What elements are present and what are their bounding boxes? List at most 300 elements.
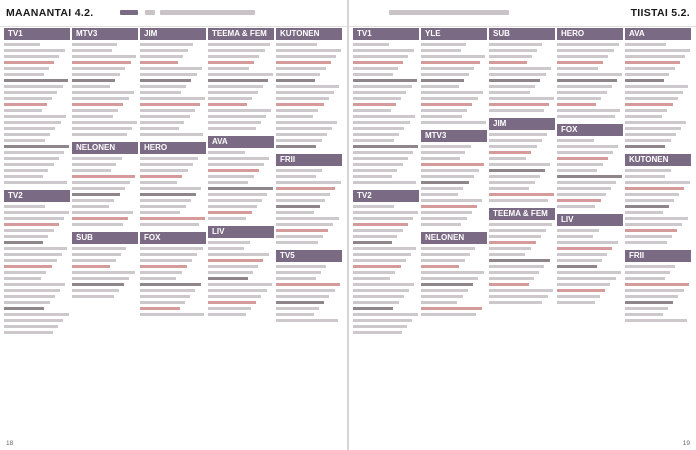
- listing-line: [353, 91, 406, 94]
- listing-line: [276, 229, 328, 232]
- listing-line: [4, 229, 54, 232]
- listing-line: [557, 43, 619, 46]
- channel-header: TV1: [353, 28, 419, 40]
- listing-line: [625, 55, 685, 58]
- listing-line: [421, 79, 464, 82]
- listing-line: [489, 283, 529, 286]
- listing-line: [557, 301, 595, 304]
- listing-line: [625, 91, 683, 94]
- listing-line: [276, 313, 314, 316]
- listing-line: [557, 295, 600, 298]
- channel-header: JIM: [489, 118, 555, 130]
- listing-line: [72, 193, 120, 196]
- listing-line: [557, 157, 608, 160]
- listing-line: [140, 211, 180, 214]
- listing-line: [353, 229, 403, 232]
- listing-line: [557, 265, 597, 268]
- listing-line: [353, 97, 401, 100]
- listing-line: [625, 115, 662, 118]
- day-title: MAANANTAI 4.2.: [6, 7, 94, 19]
- listing-line: [276, 319, 338, 322]
- listing-line: [276, 103, 324, 106]
- listing-line: [557, 199, 601, 202]
- listing-line: [208, 271, 253, 274]
- listing-line: [557, 49, 614, 52]
- listing-line: [489, 247, 531, 250]
- listing-line: [276, 73, 320, 76]
- listing-line: [72, 253, 121, 256]
- listing-line: [353, 49, 414, 52]
- listing-line: [625, 271, 670, 274]
- listing-line: [421, 103, 472, 106]
- listing-line: [625, 277, 665, 280]
- listing-line: [140, 283, 201, 286]
- listing-line: [489, 223, 552, 226]
- listing-line: [489, 187, 529, 190]
- listing-line: [4, 211, 69, 214]
- channel-header: FOX: [140, 232, 206, 244]
- page-tuesday: [349, 0, 696, 450]
- channel-block: [353, 190, 419, 334]
- listing-line: [276, 307, 319, 310]
- header-mark: [120, 10, 138, 15]
- listing-line: [421, 49, 461, 52]
- listing-line: [557, 145, 618, 148]
- channel-header: TEEMA & FEM: [208, 28, 274, 40]
- listing-line: [557, 151, 613, 154]
- listing-line: [353, 331, 402, 334]
- listing-line: [625, 295, 678, 298]
- listing-line: [557, 289, 605, 292]
- listing-line: [489, 103, 549, 106]
- listing-column: [353, 28, 419, 438]
- listing-line: [208, 55, 259, 58]
- listing-line: [625, 127, 681, 130]
- listing-line: [421, 193, 458, 196]
- listing-line: [140, 307, 180, 310]
- listing-line: [421, 211, 472, 214]
- listing-line: [276, 265, 326, 268]
- listing-line: [421, 157, 460, 160]
- channel-header: TV2: [4, 190, 70, 202]
- listing-line: [353, 205, 394, 208]
- listing-line: [208, 163, 264, 166]
- listing-line: [421, 187, 463, 190]
- listing-line: [72, 133, 127, 136]
- listing-line: [421, 247, 475, 250]
- listing-line: [4, 235, 48, 238]
- channel-header: TEEMA & FEM: [489, 208, 555, 220]
- listing-line: [276, 139, 322, 142]
- listing-line: [353, 109, 391, 112]
- listing-line: [208, 115, 266, 118]
- channel-header: JIM: [140, 28, 206, 40]
- channel-block: [353, 28, 419, 184]
- channel-block: [625, 154, 691, 244]
- listing-line: [4, 139, 45, 142]
- listing-line: [208, 109, 271, 112]
- listing-line: [208, 211, 252, 214]
- listing-line: [4, 265, 52, 268]
- listing-line: [140, 265, 187, 268]
- listing-line: [625, 97, 678, 100]
- listing-line: [72, 259, 116, 262]
- listing-line: [421, 91, 483, 94]
- listing-line: [557, 163, 603, 166]
- listing-line: [557, 271, 621, 274]
- listing-line: [557, 85, 612, 88]
- listing-line: [72, 181, 130, 184]
- channel-header: HERO: [557, 28, 623, 40]
- listing-line: [421, 307, 482, 310]
- listing-line: [353, 61, 403, 64]
- listing-line: [276, 121, 337, 124]
- listing-line: [557, 109, 620, 112]
- channel-block: [208, 136, 274, 220]
- listing-line: [489, 97, 554, 100]
- listing-line: [4, 115, 66, 118]
- listing-line: [72, 91, 134, 94]
- channel-header: KUTONEN: [625, 154, 691, 166]
- listing-line: [208, 247, 244, 250]
- listing-line: [489, 91, 530, 94]
- page-header: [349, 0, 696, 27]
- listing-line: [72, 163, 116, 166]
- listing-line: [140, 91, 181, 94]
- listing-line: [489, 199, 548, 202]
- listing-line: [4, 313, 69, 316]
- listing-line: [421, 289, 468, 292]
- listing-line: [72, 277, 129, 280]
- page-header: [0, 0, 347, 27]
- listing-line: [421, 313, 476, 316]
- listing-column: [489, 28, 555, 438]
- listing-column: [72, 28, 138, 438]
- channel-header: TV2: [353, 190, 419, 202]
- listing-line: [557, 91, 607, 94]
- listing-line: [4, 289, 60, 292]
- listing-line: [276, 145, 316, 148]
- channel-block: [276, 250, 342, 322]
- listing-line: [353, 211, 418, 214]
- listing-line: [489, 151, 531, 154]
- listing-line: [140, 313, 204, 316]
- listing-line: [4, 133, 50, 136]
- listing-line: [625, 241, 667, 244]
- listing-line: [421, 295, 463, 298]
- listing-line: [140, 259, 192, 262]
- channel-block: [140, 28, 206, 136]
- listing-line: [208, 295, 261, 298]
- listing-line: [353, 301, 399, 304]
- listing-line: [489, 271, 539, 274]
- listing-line: [353, 217, 413, 220]
- listing-line: [421, 205, 477, 208]
- listing-line: [4, 97, 52, 100]
- listing-line: [140, 103, 200, 106]
- listing-line: [421, 259, 465, 262]
- listing-line: [140, 163, 193, 166]
- listing-line: [208, 127, 256, 130]
- listing-line: [4, 49, 65, 52]
- listing-line: [276, 217, 339, 220]
- listing-line: [4, 253, 62, 256]
- listing-line: [276, 43, 317, 46]
- listing-line: [489, 277, 534, 280]
- listing-line: [557, 181, 616, 184]
- listing-line: [489, 109, 544, 112]
- listing-line: [353, 79, 417, 82]
- listing-line: [625, 193, 679, 196]
- listing-line: [208, 103, 247, 106]
- listing-line: [208, 181, 248, 184]
- listing-line: [72, 85, 110, 88]
- listing-line: [72, 247, 126, 250]
- listing-line: [208, 121, 261, 124]
- channel-header: AVA: [625, 28, 691, 40]
- listing-line: [489, 175, 540, 178]
- listing-line: [625, 283, 689, 286]
- listing-line: [276, 271, 321, 274]
- listing-line: [4, 295, 55, 298]
- listing-line: [276, 133, 327, 136]
- listing-line: [557, 97, 601, 100]
- listing-column: [4, 28, 70, 438]
- listing-line: [4, 163, 54, 166]
- listing-line: [489, 133, 547, 136]
- listing-line: [625, 217, 688, 220]
- listing-line: [140, 247, 203, 250]
- listing-line: [4, 79, 68, 82]
- listing-line: [625, 289, 684, 292]
- channel-block: [489, 208, 555, 304]
- listing-line: [4, 331, 53, 334]
- listing-line: [140, 301, 185, 304]
- listing-line: [421, 97, 478, 100]
- page-monday: [0, 0, 347, 450]
- listing-line: [353, 43, 389, 46]
- listing-line: [72, 97, 129, 100]
- listing-line: [140, 181, 177, 184]
- channel-header: FOX: [557, 124, 623, 136]
- listing-line: [140, 187, 201, 190]
- listing-line: [208, 205, 257, 208]
- listing-line: [625, 223, 682, 226]
- listing-line: [489, 235, 541, 238]
- listing-line: [208, 151, 245, 154]
- listing-line: [489, 67, 551, 70]
- listing-line: [489, 295, 548, 298]
- channel-header: TV1: [4, 28, 70, 40]
- listing-line: [4, 241, 43, 244]
- listing-line: [140, 55, 183, 58]
- listing-line: [557, 235, 593, 238]
- listing-line: [353, 151, 413, 154]
- listing-line: [4, 43, 40, 46]
- listing-line: [421, 85, 459, 88]
- listing-line: [557, 241, 618, 244]
- listing-line: [4, 121, 61, 124]
- listing-line: [276, 193, 330, 196]
- listing-line: [4, 145, 69, 148]
- listing-line: [72, 217, 128, 220]
- listing-line: [276, 235, 323, 238]
- listing-line: [625, 121, 686, 124]
- listing-line: [72, 175, 135, 178]
- listing-line: [489, 139, 542, 142]
- listing-line: [353, 289, 409, 292]
- listing-line: [625, 79, 664, 82]
- channel-header: SUB: [489, 28, 555, 40]
- listing-line: [72, 223, 123, 226]
- listing-line: [489, 85, 535, 88]
- listing-line: [4, 223, 59, 226]
- listing-line: [489, 163, 550, 166]
- listing-line: [208, 91, 258, 94]
- channel-block: [557, 214, 623, 304]
- listing-line: [557, 283, 610, 286]
- listing-line: [140, 97, 205, 100]
- listing-line: [421, 115, 462, 118]
- listing-line: [276, 301, 324, 304]
- channel-header: TV5: [276, 250, 342, 262]
- listing-line: [208, 307, 251, 310]
- listing-line: [353, 307, 393, 310]
- listing-line: [4, 325, 58, 328]
- listing-line: [353, 175, 392, 178]
- listing-line: [625, 61, 680, 64]
- listing-line: [140, 223, 199, 226]
- listing-line: [489, 157, 526, 160]
- listing-line: [72, 265, 110, 268]
- listing-line: [4, 151, 64, 154]
- listing-line: [208, 283, 272, 286]
- listing-line: [353, 313, 418, 316]
- listing-line: [421, 223, 461, 226]
- listing-line: [276, 127, 332, 130]
- listing-line: [276, 211, 314, 214]
- listing-line: [72, 43, 117, 46]
- listing-line: [4, 283, 65, 286]
- listing-line: [276, 175, 316, 178]
- listing-line: [208, 199, 262, 202]
- listing-line: [208, 175, 254, 178]
- listing-line: [557, 55, 608, 58]
- listing-line: [557, 259, 602, 262]
- listing-line: [557, 67, 598, 70]
- listing-line: [353, 259, 406, 262]
- listing-line: [557, 139, 594, 142]
- listing-line: [4, 247, 67, 250]
- listing-line: [353, 277, 390, 280]
- listing-line: [72, 169, 111, 172]
- listing-line: [489, 265, 544, 268]
- listing-line: [557, 187, 611, 190]
- listing-line: [4, 175, 43, 178]
- listing-line: [276, 241, 318, 244]
- listing-line: [625, 235, 672, 238]
- channel-header: KUTONEN: [276, 28, 342, 40]
- listing-line: [421, 301, 457, 304]
- listing-line: [208, 217, 246, 220]
- listing-line: [208, 289, 267, 292]
- listing-line: [140, 157, 198, 160]
- listing-line: [276, 79, 315, 82]
- listing-line: [140, 61, 178, 64]
- listing-line: [625, 175, 665, 178]
- listing-line: [353, 121, 410, 124]
- listing-line: [140, 115, 190, 118]
- listing-line: [208, 187, 273, 190]
- listing-line: [72, 271, 135, 274]
- listing-line: [353, 163, 403, 166]
- listing-line: [557, 205, 595, 208]
- listing-line: [489, 193, 554, 196]
- listing-line: [140, 289, 195, 292]
- listing-line: [421, 163, 484, 166]
- channel-block: [489, 28, 555, 112]
- listing-line: [140, 67, 202, 70]
- listing-line: [353, 103, 396, 106]
- listing-line: [140, 175, 182, 178]
- listing-line: [353, 241, 392, 244]
- listing-line: [625, 109, 667, 112]
- listing-line: [353, 127, 404, 130]
- listing-line: [557, 193, 606, 196]
- listing-line: [4, 103, 47, 106]
- listing-line: [625, 133, 676, 136]
- channel-header: NELONEN: [421, 232, 487, 244]
- listing-line: [4, 157, 59, 160]
- listing-line: [421, 265, 459, 268]
- listing-line: [208, 259, 263, 262]
- listing-line: [140, 295, 190, 298]
- listing-column: [557, 28, 623, 438]
- listing-line: [140, 127, 179, 130]
- listing-line: [276, 85, 339, 88]
- listing-line: [72, 79, 115, 82]
- listing-line: [208, 85, 263, 88]
- channel-header: HERO: [140, 142, 206, 154]
- listing-line: [72, 157, 122, 160]
- listing-line: [140, 253, 197, 256]
- listing-line: [208, 253, 269, 256]
- channel-header: AVA: [208, 136, 274, 148]
- listing-line: [557, 115, 615, 118]
- listing-line: [557, 79, 617, 82]
- listing-line: [557, 277, 616, 280]
- listing-line: [208, 61, 254, 64]
- listing-line: [489, 181, 535, 184]
- listing-line: [557, 169, 597, 172]
- listing-line: [72, 49, 112, 52]
- listing-line: [353, 235, 397, 238]
- listing-line: [353, 115, 415, 118]
- listing-line: [625, 211, 663, 214]
- listing-line: [625, 265, 675, 268]
- channel-block: [72, 28, 138, 136]
- listing-line: [276, 109, 318, 112]
- channel-block: [625, 28, 691, 148]
- listing-line: [72, 61, 131, 64]
- listing-line: [72, 109, 118, 112]
- listing-line: [72, 211, 133, 214]
- listing-line: [4, 301, 50, 304]
- listing-line: [72, 55, 136, 58]
- channel-block: [140, 142, 206, 226]
- listing-line: [140, 43, 193, 46]
- listing-line: [353, 139, 394, 142]
